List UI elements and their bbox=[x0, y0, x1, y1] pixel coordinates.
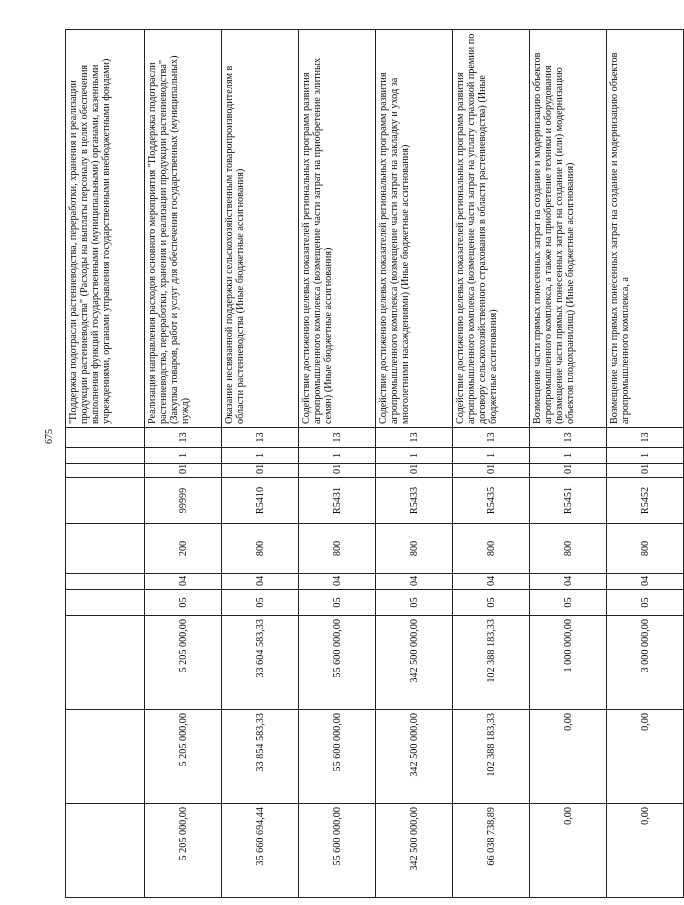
code-event: 01 bbox=[453, 464, 530, 478]
amount-year3: 5 205 000,00 bbox=[145, 804, 222, 898]
code-expense-type: 800 bbox=[222, 524, 299, 574]
code-subprogram bbox=[66, 448, 145, 464]
budget-table bbox=[65, 29, 684, 898]
amount-year2: 102 388 183,33 bbox=[453, 710, 530, 804]
code-event: 01 bbox=[530, 464, 607, 478]
code-event: 01 bbox=[299, 464, 376, 478]
amount-year3: 0,00 bbox=[607, 804, 684, 898]
code-expense-type: 800 bbox=[299, 524, 376, 574]
code-subsection: 05 bbox=[607, 590, 684, 616]
code-section: 04 bbox=[222, 574, 299, 590]
code-direction: R5410 bbox=[222, 478, 299, 524]
code-direction: 99999 bbox=[145, 478, 222, 524]
amount-year2: 5 205 000,00 bbox=[145, 710, 222, 804]
amount-year2: 0,00 bbox=[607, 710, 684, 804]
code-subprogram: 1 bbox=[607, 448, 684, 464]
amount-year1: 102 388 183,33 bbox=[453, 616, 530, 710]
row-name: Возмещение части прямых понесенных затрат на создание и модернизацию объектов агропромышленного комплекса, а bbox=[607, 30, 684, 428]
code-program: 13 bbox=[222, 428, 299, 448]
code-expense-type bbox=[66, 524, 145, 574]
code-subsection: 05 bbox=[376, 590, 453, 616]
table-row bbox=[222, 30, 299, 898]
code-direction: R5431 bbox=[299, 478, 376, 524]
code-direction: R5435 bbox=[453, 478, 530, 524]
code-program: 13 bbox=[607, 428, 684, 448]
amount-year2: 0,00 bbox=[530, 710, 607, 804]
code-section: 04 bbox=[607, 574, 684, 590]
table-row bbox=[530, 30, 607, 898]
amount-year1 bbox=[66, 616, 145, 710]
amount-year1: 55 600 000,00 bbox=[299, 616, 376, 710]
table-row bbox=[453, 30, 530, 898]
code-subprogram: 1 bbox=[376, 448, 453, 464]
amount-year2 bbox=[66, 710, 145, 804]
code-subsection: 05 bbox=[222, 590, 299, 616]
amount-year3: 342 500 000,00 bbox=[376, 804, 453, 898]
row-name: "Поддержка подотрасли растениеводства, переработки, хранения и реализации продукции растениеводства" (Расходы на выплаты персоналу в целях обеспечения выполнения функций государственными (муниципальными) органами, казенными учреждениями, органами управления государственными внебюджетными фондами) bbox=[66, 30, 145, 428]
amount-year1: 1 000 000,00 bbox=[530, 616, 607, 710]
code-event: 01 bbox=[607, 464, 684, 478]
code-subsection bbox=[66, 590, 145, 616]
code-expense-type: 800 bbox=[376, 524, 453, 574]
row-name: Оказание несвязанной поддержки сельскохозяйственным товаропроизводителям в области растениеводства (Иные бюджетные ассигнования) bbox=[222, 30, 299, 428]
table-row bbox=[607, 30, 684, 898]
code-expense-type: 200 bbox=[145, 524, 222, 574]
amount-year1: 342 500 000,00 bbox=[376, 616, 453, 710]
table-row bbox=[299, 30, 376, 898]
code-program: 13 bbox=[453, 428, 530, 448]
code-program: 13 bbox=[376, 428, 453, 448]
code-subprogram: 1 bbox=[222, 448, 299, 464]
code-event bbox=[66, 464, 145, 478]
code-direction bbox=[66, 478, 145, 524]
table-row bbox=[66, 30, 145, 898]
code-section: 04 bbox=[299, 574, 376, 590]
code-subsection: 05 bbox=[453, 590, 530, 616]
amount-year3: 0,00 bbox=[530, 804, 607, 898]
row-name: Содействие достижению целевых показателей региональных программ развития агропромышленного комплекса (возмещение части затрат на закладку и уход за многолетними насаждениями) (Иные бюджетные ассигнования) bbox=[376, 30, 453, 428]
row-name: Содействие достижению целевых показателей региональных программ развития агропромышленного комплекса (возмещение части затрат на приобретение элитных семян) (Иные бюджетные ассигнования) bbox=[299, 30, 376, 428]
code-subsection: 05 bbox=[299, 590, 376, 616]
code-expense-type: 800 bbox=[530, 524, 607, 574]
amount-year3 bbox=[66, 804, 145, 898]
code-event: 01 bbox=[222, 464, 299, 478]
code-expense-type: 800 bbox=[453, 524, 530, 574]
amount-year3: 66 038 738,89 bbox=[453, 804, 530, 898]
code-subprogram: 1 bbox=[145, 448, 222, 464]
code-program bbox=[66, 428, 145, 448]
code-expense-type: 800 bbox=[607, 524, 684, 574]
code-section: 04 bbox=[145, 574, 222, 590]
code-section: 04 bbox=[376, 574, 453, 590]
code-subprogram: 1 bbox=[530, 448, 607, 464]
amount-year1: 5 205 000,00 bbox=[145, 616, 222, 710]
code-program: 13 bbox=[530, 428, 607, 448]
code-direction: R5451 bbox=[530, 478, 607, 524]
code-subsection: 05 bbox=[530, 590, 607, 616]
code-direction: R5433 bbox=[376, 478, 453, 524]
code-section: 04 bbox=[530, 574, 607, 590]
row-name: Реализация направления расходов основного мероприятия "Поддержка подотрасли растениеводства, переработки, хранения и реализации продукции растениеводства" (Закупка товаров, работ и услуг для обеспечения государственных (муниципальных) нужд) bbox=[145, 30, 222, 428]
code-subprogram: 1 bbox=[453, 448, 530, 464]
code-subsection: 05 bbox=[145, 590, 222, 616]
code-program: 13 bbox=[145, 428, 222, 448]
table-row bbox=[145, 30, 222, 898]
page-number: 675 bbox=[44, 429, 55, 444]
code-section bbox=[66, 574, 145, 590]
code-event: 01 bbox=[145, 464, 222, 478]
amount-year2: 342 500 000,00 bbox=[376, 710, 453, 804]
table-row bbox=[376, 30, 453, 898]
code-event: 01 bbox=[376, 464, 453, 478]
code-section: 04 bbox=[453, 574, 530, 590]
amount-year2: 33 854 583,33 bbox=[222, 710, 299, 804]
budget-table-rotated bbox=[65, 30, 651, 898]
row-name: Возмещение части прямых понесенных затрат на создание и модернизацию объектов агропромышленного комплекса, а также на приобретение техники и оборудования (возмещение части прямых понесенных затрат на создание и (или) модернизацию объектов плодохранилищ) (Иные бюджетные ассигнования) bbox=[530, 30, 607, 428]
code-subprogram: 1 bbox=[299, 448, 376, 464]
amount-year3: 35 660 694,44 bbox=[222, 804, 299, 898]
amount-year3: 55 600 000,00 bbox=[299, 804, 376, 898]
amount-year1: 33 604 583,33 bbox=[222, 616, 299, 710]
amount-year2: 55 600 000,00 bbox=[299, 710, 376, 804]
amount-year1: 3 000 000,00 bbox=[607, 616, 684, 710]
code-direction: R5452 bbox=[607, 478, 684, 524]
row-name: Содействие достижению целевых показателей региональных программ развития агропромышленного комплекса (возмещение части затрат на уплату страховой премии по договору сельскохозяйственного страхования в области растениеводства) (Иные бюджетные ассигнования) bbox=[453, 30, 530, 428]
code-program: 13 bbox=[299, 428, 376, 448]
